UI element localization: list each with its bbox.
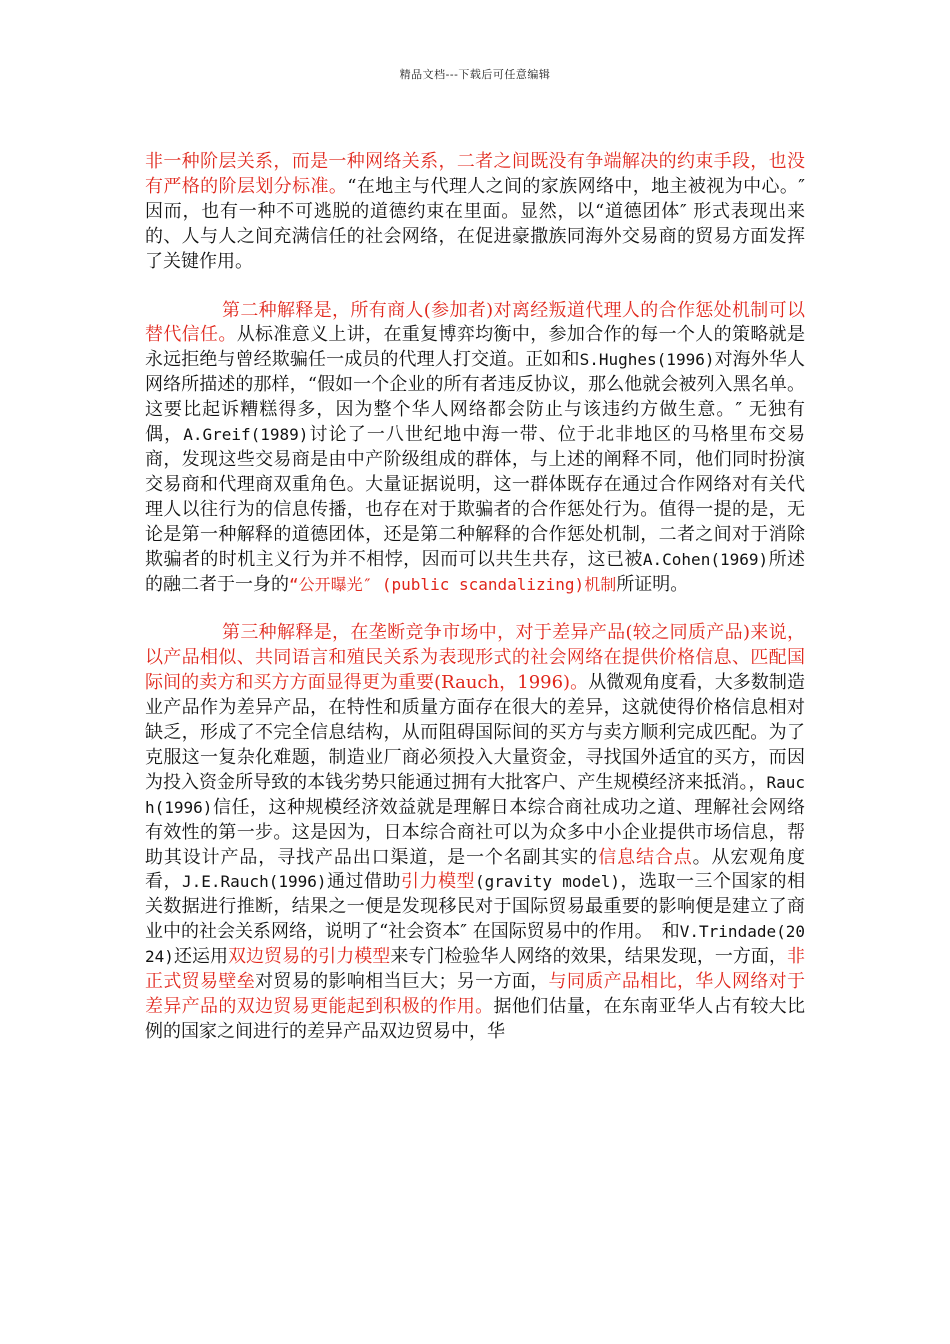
highlighted-text: 非一种阶层关系，而是一种网络关系，二者之间既没有争端解决的约束手段，也没有严格的阶层划分标准。 (145, 151, 805, 197)
highlighted-text: 第二种解释是，所有商人(参加者)对离经叛道代理人的合作惩处机制可以替代信任。 (145, 299, 805, 346)
body-text: 据他们估量，在东南亚华人占有较大比例的国家之间进行的差异产品双边贸易中，华 (145, 996, 805, 1042)
body-text: 来专门检验华人网络的效果，结果发现，一方面， (390, 946, 787, 968)
paragraph-2 (145, 299, 805, 598)
paragraph-1 (145, 150, 805, 275)
page-header: 精品文档---下载后可任意编辑 (399, 68, 551, 81)
body-text: 通过借助 (326, 871, 401, 893)
body-text: 信任，这种规模经济效益就是理解日本综合商社成功之道、理解社会网络有效性的第一步。这是因为，日本综合商社可以为众多中小企业提供市场信息，帮助其设计产品，寻找产品出口渠道，是一个名副其实的 (145, 796, 805, 868)
body-text: 。从宏观角度看， (145, 846, 806, 893)
highlighted-text: 与同质产品相比，华人网络对于差异产品的双边贸易更能起到积极的作用。 (145, 971, 806, 1017)
body-text: 从微观角度看，大多数制造业产品作为差异产品，在特性和质量方面存在很大的差异，这就使得价格信息相对缺乏，形成了不完全信息结构，从而阻碍国际间的买方与卖方顺利完成匹配。为了克服这一复杂化难题，制造业厂商必须投入大量资金，寻找国外适宜的买方，而因为投入资金所导致的本钱劣势只能通过拥有大批客户、产生规模经济来抵消。， (145, 672, 805, 793)
highlighted-text: 信息结合点 (598, 846, 693, 868)
highlighted-text: 第三种解释是，在垄断竞争市场中，对于差异产品(较之同质产品)来说，以产品相似、共同语言和殖民关系为表现形式的社会网络在提供价格信息、匹配国际间的卖方和买方方面显得更为重要(Rauch，1996)。 (145, 622, 805, 694)
highlighted-text: 非正式贸易壁垒 (145, 946, 805, 993)
citation: A.Greif(1989) (183, 425, 309, 445)
citation: Rauch(1996) (145, 772, 805, 817)
citation: S.Hughes(1996) (579, 350, 715, 370)
highlighted-text: 双边贸易的引力模型 (228, 946, 391, 968)
highlighted-text: “公开曝光″ (public scandalizing)机制 (289, 574, 617, 594)
body-text: 还运用 (173, 946, 229, 968)
body-text: “在地主与代理人之间的家族网络中，地主被视为中心。″ 因而，也有一种不可逃脱的道德约束在里面。显然，以“道德团体″ 形式表现出来的、人与人之间充满信任的社会网络，在促进豪撒族同海外交易商的贸易方面发挥了关键作用。 (145, 175, 805, 272)
body-text: 讨论了一八世纪地中海一带、位于北非地区的马格里布交易商，发现这些交易商是由中产阶级组成的群体，与上述的阐释不同，他们同时扮演交易商和代理商双重角色。大量证据说明，这一群体既存在通过合作网络对有关代理人以往行为的信息传播，也存在对于欺骗者的合作惩处行为。值得一提的是，无论是第一种解释的道德团体，还是第二种解释的合作惩处机制，二者之间对于消除欺骗者的时机主义行为并不相悖，因而可以共生共存，这已被 (145, 424, 806, 570)
citation: J.E.Rauch(1996) (182, 872, 327, 892)
body-text: 从标准意义上讲，在重复博弈均衡中，参加合作的每一个人的策略就是永远拒绝与曾经欺骗任一成员的代理人打交道。正如和 (145, 324, 806, 371)
citation: V.Trindade(2024) (145, 922, 805, 967)
highlighted-text: 引力模型 (401, 871, 475, 893)
citation: A.Cohen(1969) (642, 549, 769, 569)
body-text: 所述的融二者于一身的 (145, 548, 806, 595)
body-text: 对贸易的影响相当巨大；另一方面， (255, 971, 549, 993)
paragraph-3 (145, 621, 805, 1044)
document-body (145, 150, 805, 1045)
body-text: ，选取一三个国家的相关数据进行推断，结果之一便是发现移民对于国际贸易最重要的影响便是建立了商业中的社会关系网络，说明了“社会资本″ 在国际贸易中的作用。 和 (145, 871, 805, 943)
body-text: 对海外华人网络所描述的那样，“假如一个企业的所有者违反协议，那么他就会被列入黑名单。这要比起诉糟糕得多，因为整个华人网络都会防止与该违约方做生意。″ 无独有偶， (145, 349, 806, 446)
body-text: 所证明。 (616, 573, 689, 595)
citation: (gravity model) (475, 872, 620, 892)
